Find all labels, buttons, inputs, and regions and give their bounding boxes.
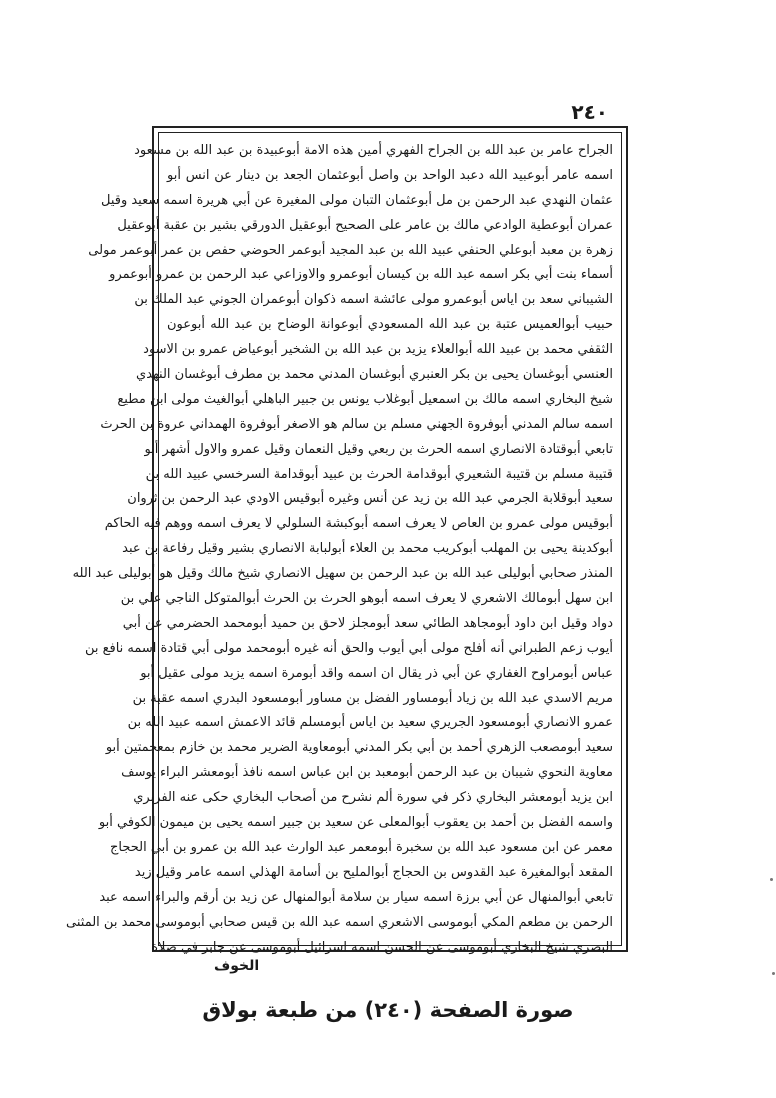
text-line: اسمه سالم المدني أبوفروة الجهني مسلم بن سالم هو الاصغر أبوفروة الهمداني عروة بن الحرث [100, 416, 613, 432]
text-line: ابن يزيد أبومعشر البخاري ذكر في سورة ألم نشرح من أصحاب البخاري حكى عنه الفربري [133, 790, 613, 806]
text-line: أبوكدينة يحيى بن المهلب أبوكريب محمد بن العلاء أبولبابة الانصاري بشير وقيل رفاعة بن عبد [122, 541, 613, 557]
text-line: قتيبة مسلم بن قتيبة الشعيري أبوقدامة الحرث بن عبيد أبوقدامة السرخسي عبيد الله بن [145, 466, 613, 482]
text-line: أبوقيس مولى عمرو بن العاص لا يعرف اسمه أبوكبشة السلولي لا يعرف اسمه ووهم فيه الحاكم [104, 516, 613, 532]
text-line: الثقفي محمد بن عبيد الله أبوالعلاء يزيد بن عبد الله بن الشخير أبوعياض عمرو بن الاسود [143, 342, 613, 358]
text-line: الرحمن بن مطعم المكي أبوموسى الاشعري اسمه عبد الله بن قيس صحابي أبوموسى محمد بن المثنى [66, 914, 613, 930]
text-block [66, 139, 613, 960]
text-line: معاوية النحوي شيبان بن عبد الرحمن أبومعبد بن ابن عباس اسمه نافذ أبومعشر البراء يوسف [121, 765, 613, 781]
text-frame-inner [66, 132, 622, 955]
page-caption: صورة الصفحة (٢٤٠) من طبعة بولاق [202, 998, 574, 1022]
text-line: عمرو الانصاري أبومسعود الجريري سعيد بن اياس أبومسلم قائد الاعمش اسمه عبيد الله بن [127, 715, 613, 731]
text-line: البصري شيخ البخاري أبوموسى عن الحسن اسمه اسرائيل أبوموسى عن جابر في صلاة [151, 939, 613, 955]
text-line: حبيب أبوالعميس عتبة بن عبد الله المسعودي أبوعوانة الوضاح بن عبد الله أبوعون [167, 317, 613, 333]
text-line: عمران أبوعطية الوادعي مالك بن عامر على الصحيح أبوعقيل الدورقي بشير بن عقبة أبوعقيل [117, 217, 613, 233]
text-line: العنسي أبوغسان يحيى بن بكر العنبري أبوغسان المدني محمد بن مطرف أبوغسان النهدي [136, 367, 613, 383]
text-line: اسمه عامر أبوعبيد الله دعبد الواحد بن واصل أبوعثمان الجعد بن دينار عن انس أبو [167, 167, 613, 183]
text-line: زهرة بن معبد أبوعلي الحنفي عبيد الله بن عبد المجيد أبوعمر الحوضي حفص بن عمر أبوعمر مولى [88, 242, 613, 258]
text-line: شيخ البخاري اسمه مالك بن اسمعيل أبوغلاب يونس بن جبير الباهلي أبوالغيث مولى ابن مطيع [117, 391, 613, 407]
text-line: أسماء بنت أبي بكر اسمه عبد الله بن كيسان أبوعمرو والاوزاعي عبد الرحمن بن عمرو أبوعمرو [109, 267, 613, 283]
catchword: الخوف [214, 958, 260, 974]
text-line: الشيباني سعد بن اياس أبوعمرو مولى عائشة اسمه ذكوان أبوعمران الجوني عبد الملك بن [134, 292, 613, 308]
page-number: ٢٤٠ [571, 100, 608, 124]
text-line: تابعي أبوقتادة الانصاري اسمه الحرث بن ربعي وقيل النعمان وقيل عمرو والاول أشهر أبو [144, 441, 613, 457]
text-line: عثمان النهدي عبد الرحمن بن مل أبوعثمان التبان مولى المغيرة عن أبي هريرة اسمه سعيد وقيل [100, 192, 613, 208]
text-line: تابعي أبوالمنهال عن أبي برزة اسمه سيار بن سلامة أبوالمنهال عن زيد بن أرقم والبراء اسمه عبد [99, 889, 613, 905]
text-line: سعيد أبوقلابة الجرمي عبد الله بن زيد عن أنس وغيره أبوقيس الاودي عبد الرحمن بن ثروان [127, 491, 613, 507]
text-line: سعيد أبومصعب الزهري أحمد بن أبي بكر المدني أبومعاوية الضرير محمد بن خازم بمعجمتين أبو [105, 740, 613, 756]
text-line: المنذر صحابي أبوليلى عبد الله بن عبد الرحمن بن سهيل الانصاري شيخ مالك وقيل هو أبوليلى عبد الله [72, 566, 613, 582]
text-frame [66, 126, 628, 955]
scan-speck [770, 878, 773, 881]
text-line: معمر عن ابن مسعود عبد الله بن سخبرة أبومعمر عبد الوارث عبد الله بن عمرو بن أبي الحجاج [109, 839, 613, 855]
text-line: المقعد أبوالمغيرة عبد القدوس بن الحجاج أبوالمليح بن أسامة الهذلي اسمه عامر وقيل زيد [134, 864, 613, 880]
text-line: دواد وقيل ابن داود أبومجاهد الطائي سعد أبومجلز لاحق بن حميد أبومحمد الحضرمي عن أبي [122, 615, 613, 631]
text-line: الجراح عامر بن عبد الله بن الجراح الفهري أمين هذه الامة أبوعبيدة بن عبد الله بن مسعود [134, 143, 613, 158]
text-line: عباس أبومراوح الغفاري عن أبي ذر يقال ان اسمه واقد أبومرة اسمه يزيد مولى عقيل أبو [140, 665, 613, 681]
text-line: مريم الاسدي عبد الله بن زياد أبومساور الفضل بن مساور أبومسعود البدري اسمه عقبة بن [132, 690, 613, 706]
text-line: ابن سهل أبومالك الاشعري لا يعرف اسمه أبوهو الحرث بن الحرث أبوالمتوكل الناجي علي بن [120, 591, 613, 607]
text-line: واسمه الفضل بن أحمد بن يعقوب أبوالمعلى عن سعيد بن جبير اسمه يحيى بن ميمون الكوفي أبو [98, 815, 613, 831]
scan-speck [772, 972, 775, 975]
text-line: أيوب زعم الطبراني أنه أفلح مولى أبي أيوب والحق أنه غيره أبومحمد مولى أبي قتادة اسمه نافع بن [84, 640, 613, 656]
